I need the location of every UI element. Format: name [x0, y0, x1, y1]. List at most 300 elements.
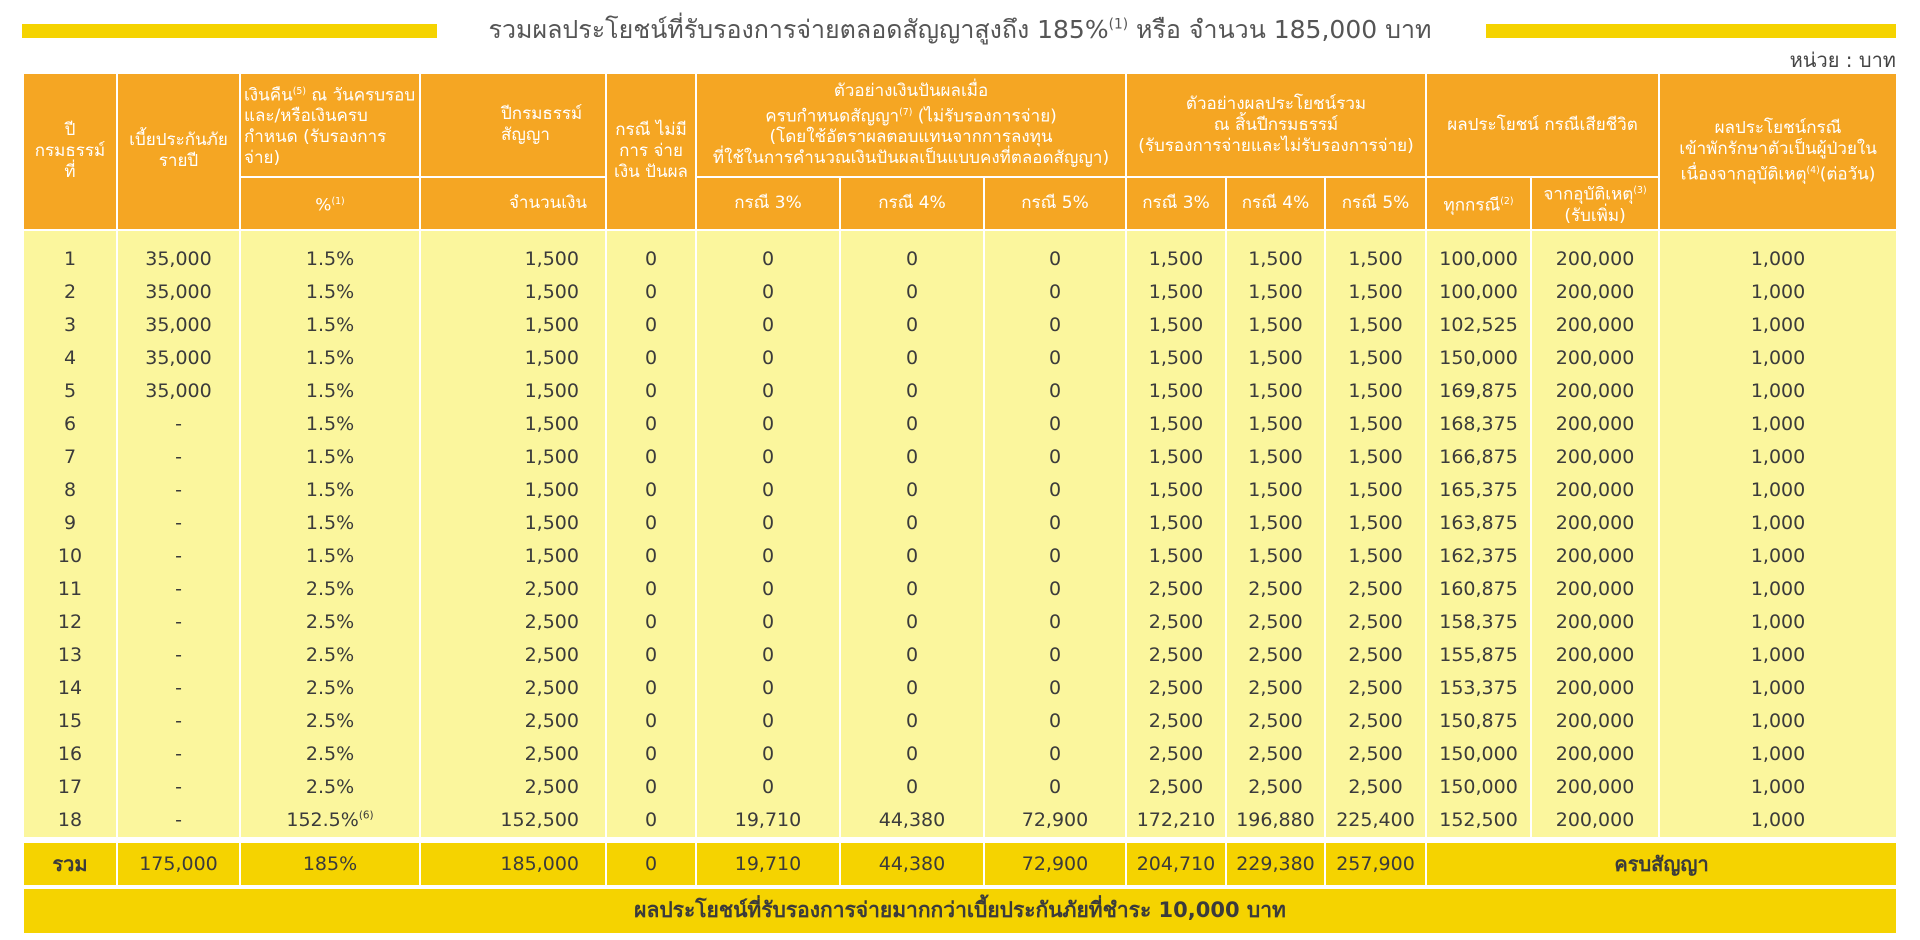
- cell-total-5: 1,500: [1325, 243, 1426, 276]
- cell-dividend-5: 0: [984, 375, 1126, 408]
- header-policy-contract: ปีกรมธรรม์ สัญญา: [420, 74, 606, 177]
- cell-hospital: 1,000: [1659, 276, 1897, 309]
- cell-amount: 1,500: [420, 474, 606, 507]
- cell-total-5: 1,500: [1325, 507, 1426, 540]
- cell-premium: -: [117, 705, 240, 738]
- cell-premium: -: [117, 507, 240, 540]
- cell-percent: 2.5%: [240, 738, 420, 771]
- cell-dividend-3: 0: [696, 705, 840, 738]
- table-row: [23, 342, 1897, 375]
- cell-death-all: 152,500: [1426, 804, 1531, 840]
- header-dividend-case-5: กรณี 5%: [984, 177, 1126, 230]
- cell-percent: 152.5%$^{(6)}$: [240, 804, 420, 840]
- cell-premium: -: [117, 771, 240, 804]
- cell-total-5: 2,500: [1325, 672, 1426, 705]
- cell-no-dividend: 0: [606, 672, 696, 705]
- cell-amount: 2,500: [420, 672, 606, 705]
- cell-total-5: 2,500: [1325, 573, 1426, 606]
- cell-year: 2: [23, 276, 117, 309]
- header-percent: %$^{(1)}$: [240, 177, 420, 230]
- totals-percent: 185%: [240, 840, 420, 887]
- cell-dividend-4: 0: [840, 738, 984, 771]
- cell-death-accident: 200,000: [1531, 276, 1659, 309]
- header-death-accident: จากอุบัติเหตุ$^{(3)}$ (รับเพิ่ม): [1531, 177, 1659, 230]
- totals-amount: 185,000: [420, 840, 606, 887]
- cell-percent: 2.5%: [240, 639, 420, 672]
- cell-total-5: 1,500: [1325, 309, 1426, 342]
- cell-total-3: 1,500: [1126, 474, 1226, 507]
- cell-death-accident: 200,000: [1531, 474, 1659, 507]
- cell-year: 3: [23, 309, 117, 342]
- cell-hospital: 1,000: [1659, 639, 1897, 672]
- cell-dividend-4: 0: [840, 474, 984, 507]
- totals-benefit-4: 229,380: [1226, 840, 1325, 887]
- totals-dividend-3: 19,710: [696, 840, 840, 887]
- cell-percent: 2.5%: [240, 771, 420, 804]
- cell-total-3: 2,500: [1126, 705, 1226, 738]
- cell-no-dividend: 0: [606, 705, 696, 738]
- cell-death-accident: 200,000: [1531, 672, 1659, 705]
- cell-death-all: 162,375: [1426, 540, 1531, 573]
- cell-premium: -: [117, 408, 240, 441]
- cell-dividend-5: 0: [984, 507, 1126, 540]
- cell-death-accident: 200,000: [1531, 573, 1659, 606]
- table-row: [23, 276, 1897, 309]
- cell-death-accident: 200,000: [1531, 639, 1659, 672]
- cell-death-all: 150,000: [1426, 738, 1531, 771]
- cell-amount: 1,500: [420, 507, 606, 540]
- cell-death-accident: 200,000: [1531, 408, 1659, 441]
- table-row: [23, 804, 1897, 840]
- cell-dividend-4: 0: [840, 705, 984, 738]
- cell-percent: 1.5%: [240, 540, 420, 573]
- cell-hospital: 1,000: [1659, 606, 1897, 639]
- cell-total-4: 1,500: [1226, 474, 1325, 507]
- cell-percent: 2.5%: [240, 705, 420, 738]
- cell-total-3: 1,500: [1126, 540, 1226, 573]
- cell-total-5: 2,500: [1325, 705, 1426, 738]
- cell-premium: -: [117, 639, 240, 672]
- cell-total-4: 1,500: [1226, 441, 1325, 474]
- header-total-case-4: กรณี 4%: [1226, 177, 1325, 230]
- header-death-benefit: ผลประโยชน์ กรณีเสียชีวิต: [1426, 74, 1659, 177]
- cell-total-5: 2,500: [1325, 771, 1426, 804]
- cell-total-3: 1,500: [1126, 507, 1226, 540]
- cell-death-accident: 200,000: [1531, 309, 1659, 342]
- cell-total-5: 1,500: [1325, 342, 1426, 375]
- cell-year: 14: [23, 672, 117, 705]
- cell-dividend-4: 0: [840, 243, 984, 276]
- header-death-all-cases: ทุกกรณี$^{(2)}$: [1426, 177, 1531, 230]
- cell-dividend-3: 0: [696, 573, 840, 606]
- cell-dividend-4: 0: [840, 342, 984, 375]
- cell-dividend-3: 0: [696, 276, 840, 309]
- table-row: [23, 375, 1897, 408]
- table-row: [23, 507, 1897, 540]
- header-dividend-case-4: กรณี 4%: [840, 177, 984, 230]
- cell-death-all: 168,375: [1426, 408, 1531, 441]
- table-row: [23, 639, 1897, 672]
- cell-death-accident: 200,000: [1531, 441, 1659, 474]
- cell-total-3: 1,500: [1126, 342, 1226, 375]
- cell-no-dividend: 0: [606, 804, 696, 840]
- cell-year: 10: [23, 540, 117, 573]
- header-amount: จำนวนเงิน: [420, 177, 606, 230]
- cell-total-3: 2,500: [1126, 672, 1226, 705]
- header-policy-year: ปี กรมธรรม์ ที่: [23, 74, 117, 230]
- cell-total-5: 1,500: [1325, 540, 1426, 573]
- table-body: [23, 230, 1897, 840]
- cell-dividend-5: 0: [984, 243, 1126, 276]
- cell-death-accident: 200,000: [1531, 738, 1659, 771]
- cell-premium: -: [117, 441, 240, 474]
- cell-percent: 1.5%: [240, 276, 420, 309]
- cell-premium: -: [117, 474, 240, 507]
- cell-amount: 1,500: [420, 540, 606, 573]
- cell-dividend-4: 0: [840, 408, 984, 441]
- cell-dividend-3: 0: [696, 540, 840, 573]
- cell-premium: -: [117, 672, 240, 705]
- cell-amount: 1,500: [420, 375, 606, 408]
- cell-dividend-4: 0: [840, 606, 984, 639]
- cell-dividend-3: 0: [696, 474, 840, 507]
- cell-death-accident: 200,000: [1531, 243, 1659, 276]
- cell-dividend-4: 0: [840, 441, 984, 474]
- cell-dividend-5: 0: [984, 309, 1126, 342]
- header-hospital-benefit: ผลประโยชน์กรณี เข้าพักรักษาตัวเป็นผู้ป่วยใน เนื่องจากอุบัติเหตุ$^{(4)}$(ต่อวัน): [1659, 74, 1897, 230]
- cell-dividend-4: 0: [840, 639, 984, 672]
- cell-premium: 35,000: [117, 309, 240, 342]
- cell-dividend-4: 0: [840, 672, 984, 705]
- cell-amount: 1,500: [420, 441, 606, 474]
- table-row: [23, 309, 1897, 342]
- totals-row: [23, 840, 1897, 887]
- cell-dividend-5: 0: [984, 474, 1126, 507]
- cell-hospital: 1,000: [1659, 540, 1897, 573]
- cell-no-dividend: 0: [606, 738, 696, 771]
- cell-death-all: 163,875: [1426, 507, 1531, 540]
- cell-dividend-4: 44,380: [840, 804, 984, 840]
- table-row: [23, 441, 1897, 474]
- cell-death-all: 158,375: [1426, 606, 1531, 639]
- cell-percent: 2.5%: [240, 606, 420, 639]
- totals-benefit-3: 204,710: [1126, 840, 1226, 887]
- cell-death-all: 150,000: [1426, 771, 1531, 804]
- header-total-case-3: กรณี 3%: [1126, 177, 1226, 230]
- cell-dividend-5: 0: [984, 408, 1126, 441]
- cell-death-accident: 200,000: [1531, 804, 1659, 840]
- title-decor-left: [22, 24, 437, 38]
- cell-total-5: 1,500: [1325, 276, 1426, 309]
- cell-percent: 2.5%: [240, 672, 420, 705]
- cell-total-4: 1,500: [1226, 408, 1325, 441]
- table-row: [23, 243, 1897, 276]
- cell-death-accident: 200,000: [1531, 342, 1659, 375]
- cell-no-dividend: 0: [606, 441, 696, 474]
- cell-year: 11: [23, 573, 117, 606]
- cell-dividend-5: 72,900: [984, 804, 1126, 840]
- cell-total-4: 2,500: [1226, 672, 1325, 705]
- cell-death-accident: 200,000: [1531, 705, 1659, 738]
- cell-dividend-4: 0: [840, 771, 984, 804]
- cell-year: 12: [23, 606, 117, 639]
- cell-dividend-4: 0: [840, 540, 984, 573]
- cell-no-dividend: 0: [606, 276, 696, 309]
- cell-hospital: 1,000: [1659, 342, 1897, 375]
- cell-hospital: 1,000: [1659, 474, 1897, 507]
- cell-premium: 35,000: [117, 342, 240, 375]
- cell-year: 16: [23, 738, 117, 771]
- cell-total-4: 196,880: [1226, 804, 1325, 840]
- cell-no-dividend: 0: [606, 243, 696, 276]
- totals-dividend-4: 44,380: [840, 840, 984, 887]
- totals-premium: 175,000: [117, 840, 240, 887]
- header-cashback: เงินคืน$^{(5)}$ ณ วันครบรอบ และ/หรือเงินครบกำหนด (รับรองการจ่าย): [240, 74, 420, 177]
- cell-total-4: 2,500: [1226, 738, 1325, 771]
- cell-total-3: 2,500: [1126, 606, 1226, 639]
- cell-percent: 1.5%: [240, 342, 420, 375]
- cell-percent: 1.5%: [240, 441, 420, 474]
- cell-amount: 152,500: [420, 804, 606, 840]
- cell-amount: 2,500: [420, 573, 606, 606]
- cell-total-5: 2,500: [1325, 606, 1426, 639]
- cell-death-all: 166,875: [1426, 441, 1531, 474]
- cell-hospital: 1,000: [1659, 771, 1897, 804]
- table-spacer: [23, 230, 1897, 243]
- cell-year: 18: [23, 804, 117, 840]
- cell-dividend-3: 19,710: [696, 804, 840, 840]
- cell-premium: -: [117, 540, 240, 573]
- cell-hospital: 1,000: [1659, 804, 1897, 840]
- cell-premium: -: [117, 606, 240, 639]
- cell-year: 6: [23, 408, 117, 441]
- cell-amount: 2,500: [420, 639, 606, 672]
- cell-dividend-5: 0: [984, 738, 1126, 771]
- cell-dividend-5: 0: [984, 540, 1126, 573]
- cell-dividend-3: 0: [696, 243, 840, 276]
- cell-dividend-3: 0: [696, 771, 840, 804]
- cell-year: 8: [23, 474, 117, 507]
- table-row: [23, 771, 1897, 804]
- cell-total-3: 1,500: [1126, 375, 1226, 408]
- cell-hospital: 1,000: [1659, 441, 1897, 474]
- totals-benefit-5: 257,900: [1325, 840, 1426, 887]
- cell-total-3: 172,210: [1126, 804, 1226, 840]
- cell-premium: -: [117, 573, 240, 606]
- totals-label: รวม: [23, 840, 117, 887]
- cell-death-all: 150,875: [1426, 705, 1531, 738]
- cell-dividend-3: 0: [696, 375, 840, 408]
- page-title: รวมผลประโยชน์ที่รับรองการจ่ายตลอดสัญญาสูงถึง 185%$^{(1)}$ หรือ จำนวน 185,000 บาท: [488, 15, 1432, 44]
- cell-death-all: 100,000: [1426, 276, 1531, 309]
- cell-total-3: 2,500: [1126, 639, 1226, 672]
- cell-no-dividend: 0: [606, 507, 696, 540]
- table-row: [23, 705, 1897, 738]
- cell-dividend-3: 0: [696, 738, 840, 771]
- header-premium: เบี้ยประกันภัย รายปี: [117, 74, 240, 230]
- cell-total-4: 1,500: [1226, 540, 1325, 573]
- cell-amount: 2,500: [420, 606, 606, 639]
- cell-amount: 2,500: [420, 705, 606, 738]
- cell-total-3: 1,500: [1126, 243, 1226, 276]
- table-row: [23, 474, 1897, 507]
- summary-row: [23, 887, 1897, 933]
- cell-dividend-4: 0: [840, 573, 984, 606]
- cell-amount: 1,500: [420, 243, 606, 276]
- cell-total-4: 1,500: [1226, 375, 1325, 408]
- cell-premium: -: [117, 804, 240, 840]
- table-row: [23, 540, 1897, 573]
- cell-death-all: 100,000: [1426, 243, 1531, 276]
- cell-year: 1: [23, 243, 117, 276]
- cell-premium: -: [117, 738, 240, 771]
- cell-dividend-3: 0: [696, 342, 840, 375]
- cell-amount: 1,500: [420, 342, 606, 375]
- cell-hospital: 1,000: [1659, 573, 1897, 606]
- cell-no-dividend: 0: [606, 771, 696, 804]
- header-total-benefit-example: ตัวอย่างผลประโยชน์รวม ณ สิ้นปีกรมธรรม์ (รับรองการจ่ายและไม่รับรองการจ่าย): [1126, 74, 1426, 177]
- totals-maturity: ครบสัญญา: [1426, 840, 1897, 887]
- header-dividend-case-3: กรณี 3%: [696, 177, 840, 230]
- cell-total-4: 2,500: [1226, 606, 1325, 639]
- cell-dividend-5: 0: [984, 441, 1126, 474]
- cell-dividend-5: 0: [984, 672, 1126, 705]
- cell-no-dividend: 0: [606, 342, 696, 375]
- cell-dividend-5: 0: [984, 276, 1126, 309]
- cell-dividend-5: 0: [984, 606, 1126, 639]
- cell-year: 5: [23, 375, 117, 408]
- cell-total-5: 1,500: [1325, 441, 1426, 474]
- cell-dividend-3: 0: [696, 606, 840, 639]
- table-row: [23, 738, 1897, 771]
- cell-total-5: 1,500: [1325, 474, 1426, 507]
- table-row: [23, 606, 1897, 639]
- cell-percent: 1.5%: [240, 375, 420, 408]
- cell-total-4: 1,500: [1226, 276, 1325, 309]
- cell-death-all: 155,875: [1426, 639, 1531, 672]
- cell-premium: 35,000: [117, 375, 240, 408]
- cell-death-all: 150,000: [1426, 342, 1531, 375]
- header-total-case-5: กรณี 5%: [1325, 177, 1426, 230]
- cell-total-3: 1,500: [1126, 309, 1226, 342]
- cell-amount: 1,500: [420, 276, 606, 309]
- totals-no-dividend: 0: [606, 840, 696, 887]
- cell-amount: 1,500: [420, 309, 606, 342]
- cell-total-5: 1,500: [1325, 375, 1426, 408]
- header-dividend-example: ตัวอย่างเงินปันผลเมื่อ ครบกำหนดสัญญา$^{(7)}$ (ไม่รับรองการจ่าย) (โดยใช้อัตราผลตอบแทนจากการลงทุน ที่ใช้ในการคำนวณเงินปันผลเป็นแบบคงที่ตลอดสัญญา): [696, 74, 1126, 177]
- cell-total-4: 1,500: [1226, 309, 1325, 342]
- cell-death-all: 102,525: [1426, 309, 1531, 342]
- cell-no-dividend: 0: [606, 408, 696, 441]
- cell-total-4: 1,500: [1226, 243, 1325, 276]
- cell-no-dividend: 0: [606, 474, 696, 507]
- benefit-table: [22, 74, 1898, 933]
- cell-total-4: 2,500: [1226, 573, 1325, 606]
- cell-dividend-4: 0: [840, 309, 984, 342]
- cell-dividend-3: 0: [696, 639, 840, 672]
- cell-percent: 1.5%: [240, 309, 420, 342]
- cell-dividend-4: 0: [840, 375, 984, 408]
- cell-dividend-3: 0: [696, 441, 840, 474]
- cell-percent: 2.5%: [240, 573, 420, 606]
- cell-dividend-5: 0: [984, 771, 1126, 804]
- cell-year: 4: [23, 342, 117, 375]
- cell-year: 13: [23, 639, 117, 672]
- table-row: [23, 408, 1897, 441]
- cell-hospital: 1,000: [1659, 243, 1897, 276]
- cell-no-dividend: 0: [606, 540, 696, 573]
- cell-total-5: 225,400: [1325, 804, 1426, 840]
- table-row: [23, 672, 1897, 705]
- cell-total-3: 1,500: [1126, 441, 1226, 474]
- cell-percent: 1.5%: [240, 408, 420, 441]
- table-row: [23, 573, 1897, 606]
- cell-premium: 35,000: [117, 276, 240, 309]
- cell-hospital: 1,000: [1659, 738, 1897, 771]
- cell-total-4: 1,500: [1226, 507, 1325, 540]
- cell-death-accident: 200,000: [1531, 375, 1659, 408]
- cell-dividend-5: 0: [984, 639, 1126, 672]
- cell-no-dividend: 0: [606, 573, 696, 606]
- cell-hospital: 1,000: [1659, 375, 1897, 408]
- cell-death-all: 153,375: [1426, 672, 1531, 705]
- cell-total-5: 2,500: [1325, 639, 1426, 672]
- cell-dividend-3: 0: [696, 309, 840, 342]
- cell-dividend-5: 0: [984, 573, 1126, 606]
- cell-no-dividend: 0: [606, 606, 696, 639]
- cell-total-4: 2,500: [1226, 771, 1325, 804]
- cell-dividend-5: 0: [984, 342, 1126, 375]
- cell-year: 17: [23, 771, 117, 804]
- cell-hospital: 1,000: [1659, 507, 1897, 540]
- cell-total-3: 2,500: [1126, 771, 1226, 804]
- totals-dividend-5: 72,900: [984, 840, 1126, 887]
- cell-no-dividend: 0: [606, 309, 696, 342]
- cell-total-4: 2,500: [1226, 639, 1325, 672]
- cell-hospital: 1,000: [1659, 705, 1897, 738]
- cell-death-accident: 200,000: [1531, 606, 1659, 639]
- cell-dividend-4: 0: [840, 507, 984, 540]
- cell-dividend-3: 0: [696, 408, 840, 441]
- cell-death-accident: 200,000: [1531, 771, 1659, 804]
- cell-percent: 1.5%: [240, 243, 420, 276]
- cell-no-dividend: 0: [606, 639, 696, 672]
- cell-total-4: 2,500: [1226, 705, 1325, 738]
- cell-percent: 1.5%: [240, 507, 420, 540]
- cell-total-4: 1,500: [1226, 342, 1325, 375]
- cell-amount: 2,500: [420, 738, 606, 771]
- cell-dividend-3: 0: [696, 507, 840, 540]
- cell-dividend-3: 0: [696, 672, 840, 705]
- title-decor-right: [1486, 24, 1896, 38]
- cell-total-3: 2,500: [1126, 573, 1226, 606]
- cell-year: 9: [23, 507, 117, 540]
- cell-year: 7: [23, 441, 117, 474]
- cell-percent: 1.5%: [240, 474, 420, 507]
- cell-total-5: 2,500: [1325, 738, 1426, 771]
- cell-total-5: 1,500: [1325, 408, 1426, 441]
- cell-premium: 35,000: [117, 243, 240, 276]
- cell-death-all: 160,875: [1426, 573, 1531, 606]
- cell-hospital: 1,000: [1659, 309, 1897, 342]
- cell-year: 15: [23, 705, 117, 738]
- cell-dividend-4: 0: [840, 276, 984, 309]
- unit-label: หน่วย : บาท: [1789, 48, 1896, 72]
- cell-death-all: 169,875: [1426, 375, 1531, 408]
- cell-dividend-5: 0: [984, 705, 1126, 738]
- cell-death-accident: 200,000: [1531, 507, 1659, 540]
- cell-total-3: 1,500: [1126, 408, 1226, 441]
